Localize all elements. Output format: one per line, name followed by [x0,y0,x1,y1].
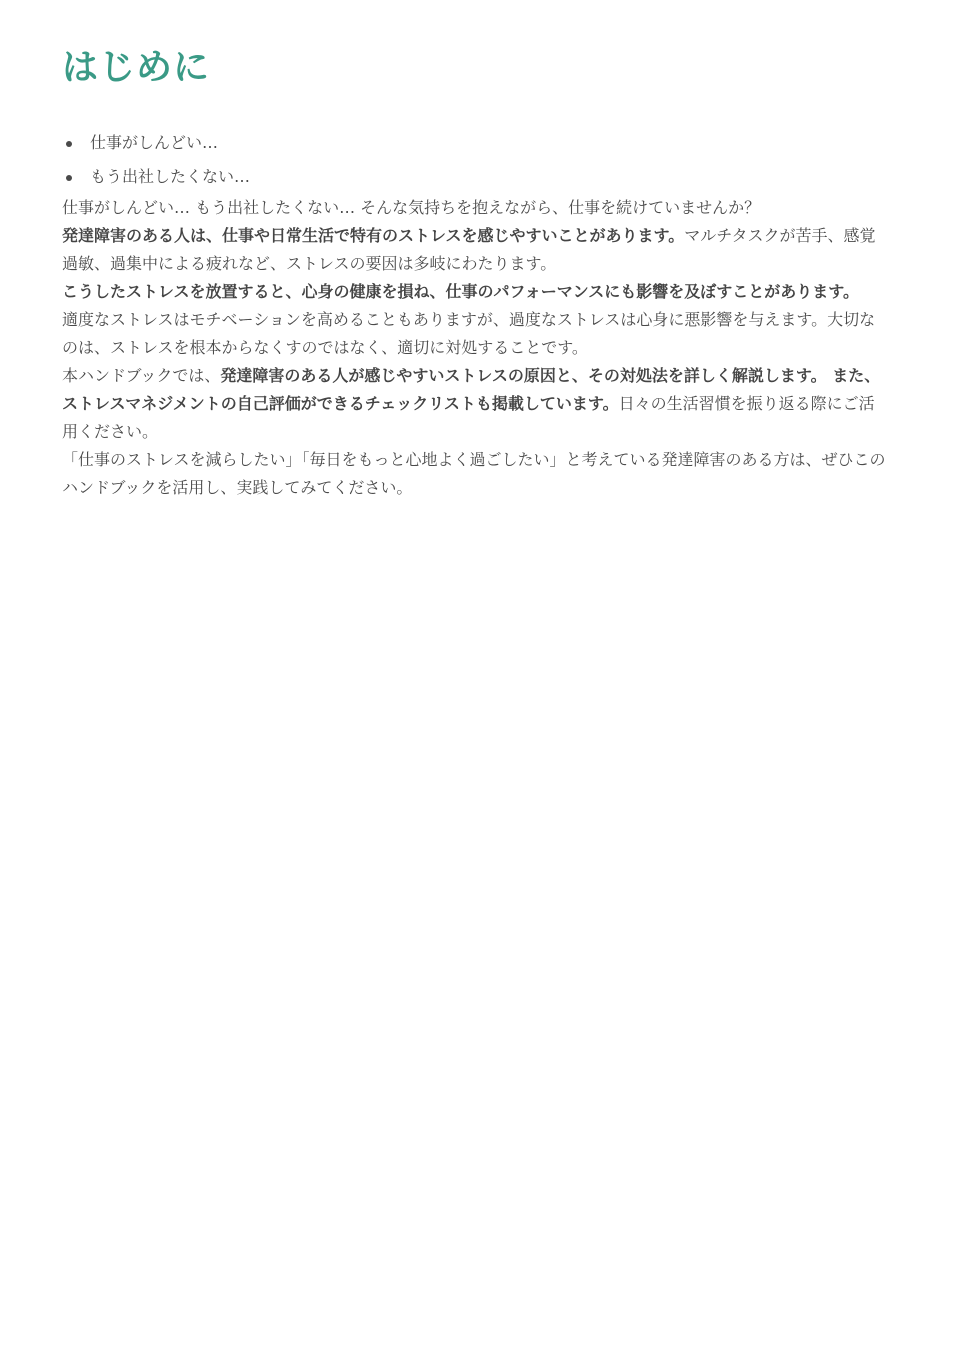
paragraph-neglect-risk [62,278,886,306]
paragraph-stress-factors [62,222,886,278]
paragraph-call-to-action: 「仕事のストレスを減らしたい」「毎日をもっと心地よく過ごしたい」と考えている発達障害のある方は、ぜひこのハンドブックを活用し、実践してみてください。 [62,450,886,497]
page-title: はじめに [62,47,211,88]
bullet-icon [66,175,72,181]
list-item [62,160,886,194]
bullet-icon [66,141,72,147]
emphasis-text: 発達障害のある人は、仕事や日常生活で特有のストレスを感じやすいことがあります。 [62,226,685,245]
intro-paragraph: 仕事がしんどい… もう出社したくない… そんな気持ちを抱えながら、仕事を続けていませんか？ [62,198,761,217]
document-page [62,44,886,502]
paragraph-moderate-stress: 適度なストレスはモチベーションを高めることもありますが、過度なストレスは心身に悪影響を与えます。大切なのは、ストレスを根本からなくすのではなく、適切に対処することです。 [62,310,876,357]
bullet-list [62,126,886,194]
body-text: 日々の生活習慣を振り返る際にご活用ください。 [62,394,875,441]
body-text: 本ハンドブックでは、 [62,366,221,385]
body-text: マルチタスクが苦手、感覚過敏、過集中による疲れなど、ストレスの要因は多岐にわたります。 [62,226,876,273]
list-item [62,126,886,160]
emphasis-text: こうしたストレスを放置すると、心身の健康を損ね、仕事のパフォーマンスにも影響を及ぼすことがあります。 [62,282,859,301]
list-item-text: もう出社したくない… [90,167,251,186]
list-item-text: 仕事がしんどい… [90,133,219,152]
emphasis-text: 発達障害のある人が感じやすいストレスの原因と、その対処法を詳しく解説します。 また、ストレスマネジメントの自己評価ができるチェックリストも掲載しています。 [62,366,881,413]
paragraph-handbook-purpose [62,362,886,446]
